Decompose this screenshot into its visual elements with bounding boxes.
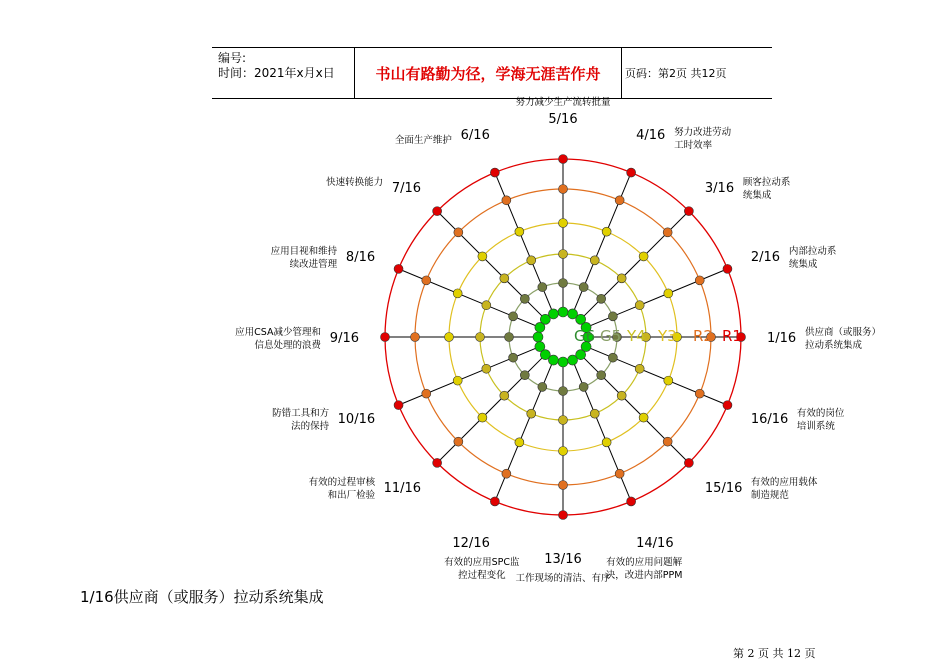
axis-10-number: 10/16 <box>337 412 376 428</box>
axis-7-level-G5-dot <box>520 294 529 303</box>
axis-3-level-Y3-dot <box>639 252 648 261</box>
code-label: 编号: <box>218 51 247 65</box>
axis-9-level-G6-dot <box>533 332 543 342</box>
axis-14-number: 14/16 <box>636 535 674 551</box>
axis-8-level-R1-dot <box>394 264 403 273</box>
axis-15-label-line-1: 有效的应用载体 <box>750 476 818 488</box>
page-label: 页码：第2页 共12页 <box>625 67 727 80</box>
axis-11-level-R1-dot <box>433 458 442 467</box>
axis-4-level-Y3-dot <box>602 227 611 236</box>
axis-13-level-Y4-dot <box>559 416 568 425</box>
axis-9-level-Y3-dot <box>445 333 454 342</box>
axis-13-number: 13/16 <box>544 552 582 567</box>
axis-13-level-R2-dot <box>559 481 568 490</box>
spoke-11 <box>437 355 545 463</box>
spoke-3 <box>581 211 689 319</box>
axis-16-label-line-2: 培训系统 <box>796 421 835 433</box>
axis-12-level-Y4-dot <box>527 409 536 418</box>
axis-4-level-R1-dot <box>627 168 636 177</box>
axis-6-level-Y4-dot <box>527 256 536 265</box>
axis-16-level-G5-dot <box>608 353 617 362</box>
ring-label-R2: R2 <box>693 327 713 345</box>
axis-8-level-R2-dot <box>422 276 431 285</box>
ring-label-R1: R1 <box>722 327 742 345</box>
axis-12-level-R1-dot <box>490 497 499 506</box>
axis-12-level-G6-dot <box>548 355 558 365</box>
axis-4-number: 4/16 <box>636 128 666 144</box>
axis-15-level-Y4-dot <box>617 391 626 400</box>
axis-10-level-R1-dot <box>394 401 403 410</box>
axis-2-level-R2-dot <box>695 276 704 285</box>
axis-3-label-line-1: 顾客拉动系 <box>742 177 791 189</box>
axis-5-level-Y4-dot <box>559 250 568 259</box>
axis-13-label-line-1: 工作现场的清洁、有序 <box>515 573 611 584</box>
axis-10-label-line-2: 法的保持 <box>291 421 330 433</box>
axis-13-level-Y3-dot <box>559 447 568 456</box>
axis-9-level-R2-dot <box>411 333 420 342</box>
axis-12-label-line-1: 有效的应用SPC监 <box>444 556 520 568</box>
axis-14-level-Y4-dot <box>590 409 599 418</box>
axis-2-label-line-1: 内部拉动系 <box>788 245 837 257</box>
axis-15-number: 15/16 <box>704 480 743 496</box>
axis-6-number: 6/16 <box>460 128 490 144</box>
axis-10-level-G5-dot <box>509 353 518 362</box>
axis-6-level-R2-dot <box>502 196 511 205</box>
axis-1-number: 1/16 <box>767 331 797 346</box>
axis-3-level-R1-dot <box>684 207 693 216</box>
axis-11-level-G5-dot <box>520 371 529 380</box>
axis-5-level-R1-dot <box>559 155 568 164</box>
axis-8-label-line-2: 续改进管理 <box>289 258 338 270</box>
axis-5-level-G5-dot <box>559 279 568 288</box>
axis-11-level-Y4-dot <box>500 391 509 400</box>
axis-7-level-Y4-dot <box>500 274 509 283</box>
axis-12-level-Y3-dot <box>515 438 524 447</box>
axis-2-level-Y3-dot <box>664 289 673 298</box>
axis-15-level-Y3-dot <box>639 413 648 422</box>
axis-3-label-line-2: 统集成 <box>742 190 772 202</box>
axis-2-level-R1-dot <box>723 264 732 273</box>
axis-4-label-line-1: 努力改进劳动 <box>674 127 732 139</box>
axis-10-level-Y4-dot <box>482 364 491 373</box>
axis-12-label-line-2: 控过程变化 <box>458 569 506 581</box>
axis-13-level-G5-dot <box>559 387 568 396</box>
axis-11-number: 11/16 <box>383 480 422 496</box>
axis-15-level-R2-dot <box>663 437 672 446</box>
axis-12-number: 12/16 <box>452 535 490 551</box>
axis-16-level-R1-dot <box>723 401 732 410</box>
axis-3-level-R2-dot <box>663 228 672 237</box>
axis-13-level-R1-dot <box>559 511 568 520</box>
axis-16-number: 16/16 <box>750 412 789 428</box>
axis-10-level-R2-dot <box>422 389 431 398</box>
axis-14-label-line-2: 决，改进内部PPM <box>605 569 683 581</box>
axis-4-level-G6-dot <box>568 309 578 319</box>
axis-1-label-line-1: 供应商（或服务） <box>805 327 882 338</box>
axis-5-level-Y3-dot <box>559 219 568 228</box>
axis-5-level-R2-dot <box>559 185 568 194</box>
axis-15-level-G5-dot <box>597 371 606 380</box>
caption: 1/16供应商（或服务）拉动系统集成 <box>80 588 324 606</box>
axis-14-level-R2-dot <box>615 469 624 478</box>
axis-5-number: 5/16 <box>548 112 578 127</box>
axis-2-number: 2/16 <box>750 249 781 265</box>
axis-16-level-Y3-dot <box>664 376 673 385</box>
axis-7-number: 7/16 <box>391 181 422 197</box>
axis-4-label-line-2: 工时效率 <box>674 140 713 152</box>
axis-1-label-line-2: 拉动系统集成 <box>805 340 863 351</box>
page-footer: 第 2 页 共 12 页 <box>733 647 816 660</box>
axis-6-level-R1-dot <box>490 168 499 177</box>
axis-16-label-line-1: 有效的岗位 <box>796 408 845 420</box>
axis-8-level-Y3-dot <box>453 289 462 298</box>
axis-5-level-G6-dot <box>558 307 568 317</box>
axis-4-level-R2-dot <box>615 196 624 205</box>
axis-14-level-R1-dot <box>627 497 636 506</box>
axis-15-level-R1-dot <box>684 458 693 467</box>
motto: 书山有路勤为径，学海无涯苦作舟 <box>355 48 622 98</box>
axis-12-level-R2-dot <box>502 469 511 478</box>
axis-3-number: 3/16 <box>704 181 735 197</box>
axis-11-level-R2-dot <box>454 437 463 446</box>
axis-3-level-G5-dot <box>597 294 606 303</box>
axis-14-label-line-1: 有效的应用问题解 <box>606 556 683 568</box>
axis-9-label-line-1: 应用CSA减少管理和 <box>235 327 321 338</box>
ring-label-G6: G6 <box>574 327 596 345</box>
axis-4-level-G5-dot <box>579 283 588 292</box>
axis-2-level-G5-dot <box>608 312 617 321</box>
axis-14-level-Y3-dot <box>602 438 611 447</box>
axis-11-label-line-1: 有效的过程审核 <box>308 476 376 488</box>
spoke-15 <box>581 355 689 463</box>
axis-10-level-Y3-dot <box>453 376 462 385</box>
axis-7-level-R2-dot <box>454 228 463 237</box>
axis-9-level-Y4-dot <box>476 333 485 342</box>
axis-7-level-Y3-dot <box>478 252 487 261</box>
time-label: 时间：2021年x月x日 <box>218 66 335 80</box>
axis-9-level-G5-dot <box>505 333 514 342</box>
axis-7-level-R1-dot <box>433 207 442 216</box>
axis-2-label-line-2: 统集成 <box>788 258 818 270</box>
axis-6-level-Y3-dot <box>515 227 524 236</box>
axis-11-label-line-2: 和出厂检验 <box>327 489 376 501</box>
axis-12-level-G5-dot <box>538 382 547 391</box>
ring-label-G5: G5 <box>600 327 622 345</box>
axis-3-level-Y4-dot <box>617 274 626 283</box>
axis-15-label-line-2: 制造规范 <box>750 489 789 501</box>
axis-5-label-line-1: 努力减少生产流转批量 <box>515 97 611 108</box>
axis-9-label-line-2: 信息处理的浪费 <box>254 340 321 351</box>
axis-8-level-G5-dot <box>509 312 518 321</box>
axis-8-level-Y4-dot <box>482 301 491 310</box>
axis-13-level-G6-dot <box>558 357 568 367</box>
axis-8-label-line-1: 应用目视和维持 <box>270 245 338 257</box>
axis-14-level-G5-dot <box>579 382 588 391</box>
axis-7-label-line-1: 快速转换能力 <box>326 177 384 189</box>
axis-8-number: 8/16 <box>345 249 376 265</box>
axis-16-level-R2-dot <box>695 389 704 398</box>
axis-6-label-line-1: 全面生产维护 <box>394 135 452 147</box>
spoke-7 <box>437 211 545 319</box>
axis-10-label-line-1: 防错工具和方 <box>272 408 330 420</box>
axis-6-level-G5-dot <box>538 283 547 292</box>
axis-16-level-Y4-dot <box>635 364 644 373</box>
axis-9-level-R1-dot <box>381 333 390 342</box>
axis-11-level-Y3-dot <box>478 413 487 422</box>
axis-9-number: 9/16 <box>329 331 359 346</box>
ring-label-Y3: Y3 <box>658 327 677 345</box>
ring-label-Y4: Y4 <box>627 327 646 345</box>
axis-8-level-G6-dot <box>535 322 545 332</box>
axis-2-level-Y4-dot <box>635 301 644 310</box>
axis-4-level-Y4-dot <box>590 256 599 265</box>
